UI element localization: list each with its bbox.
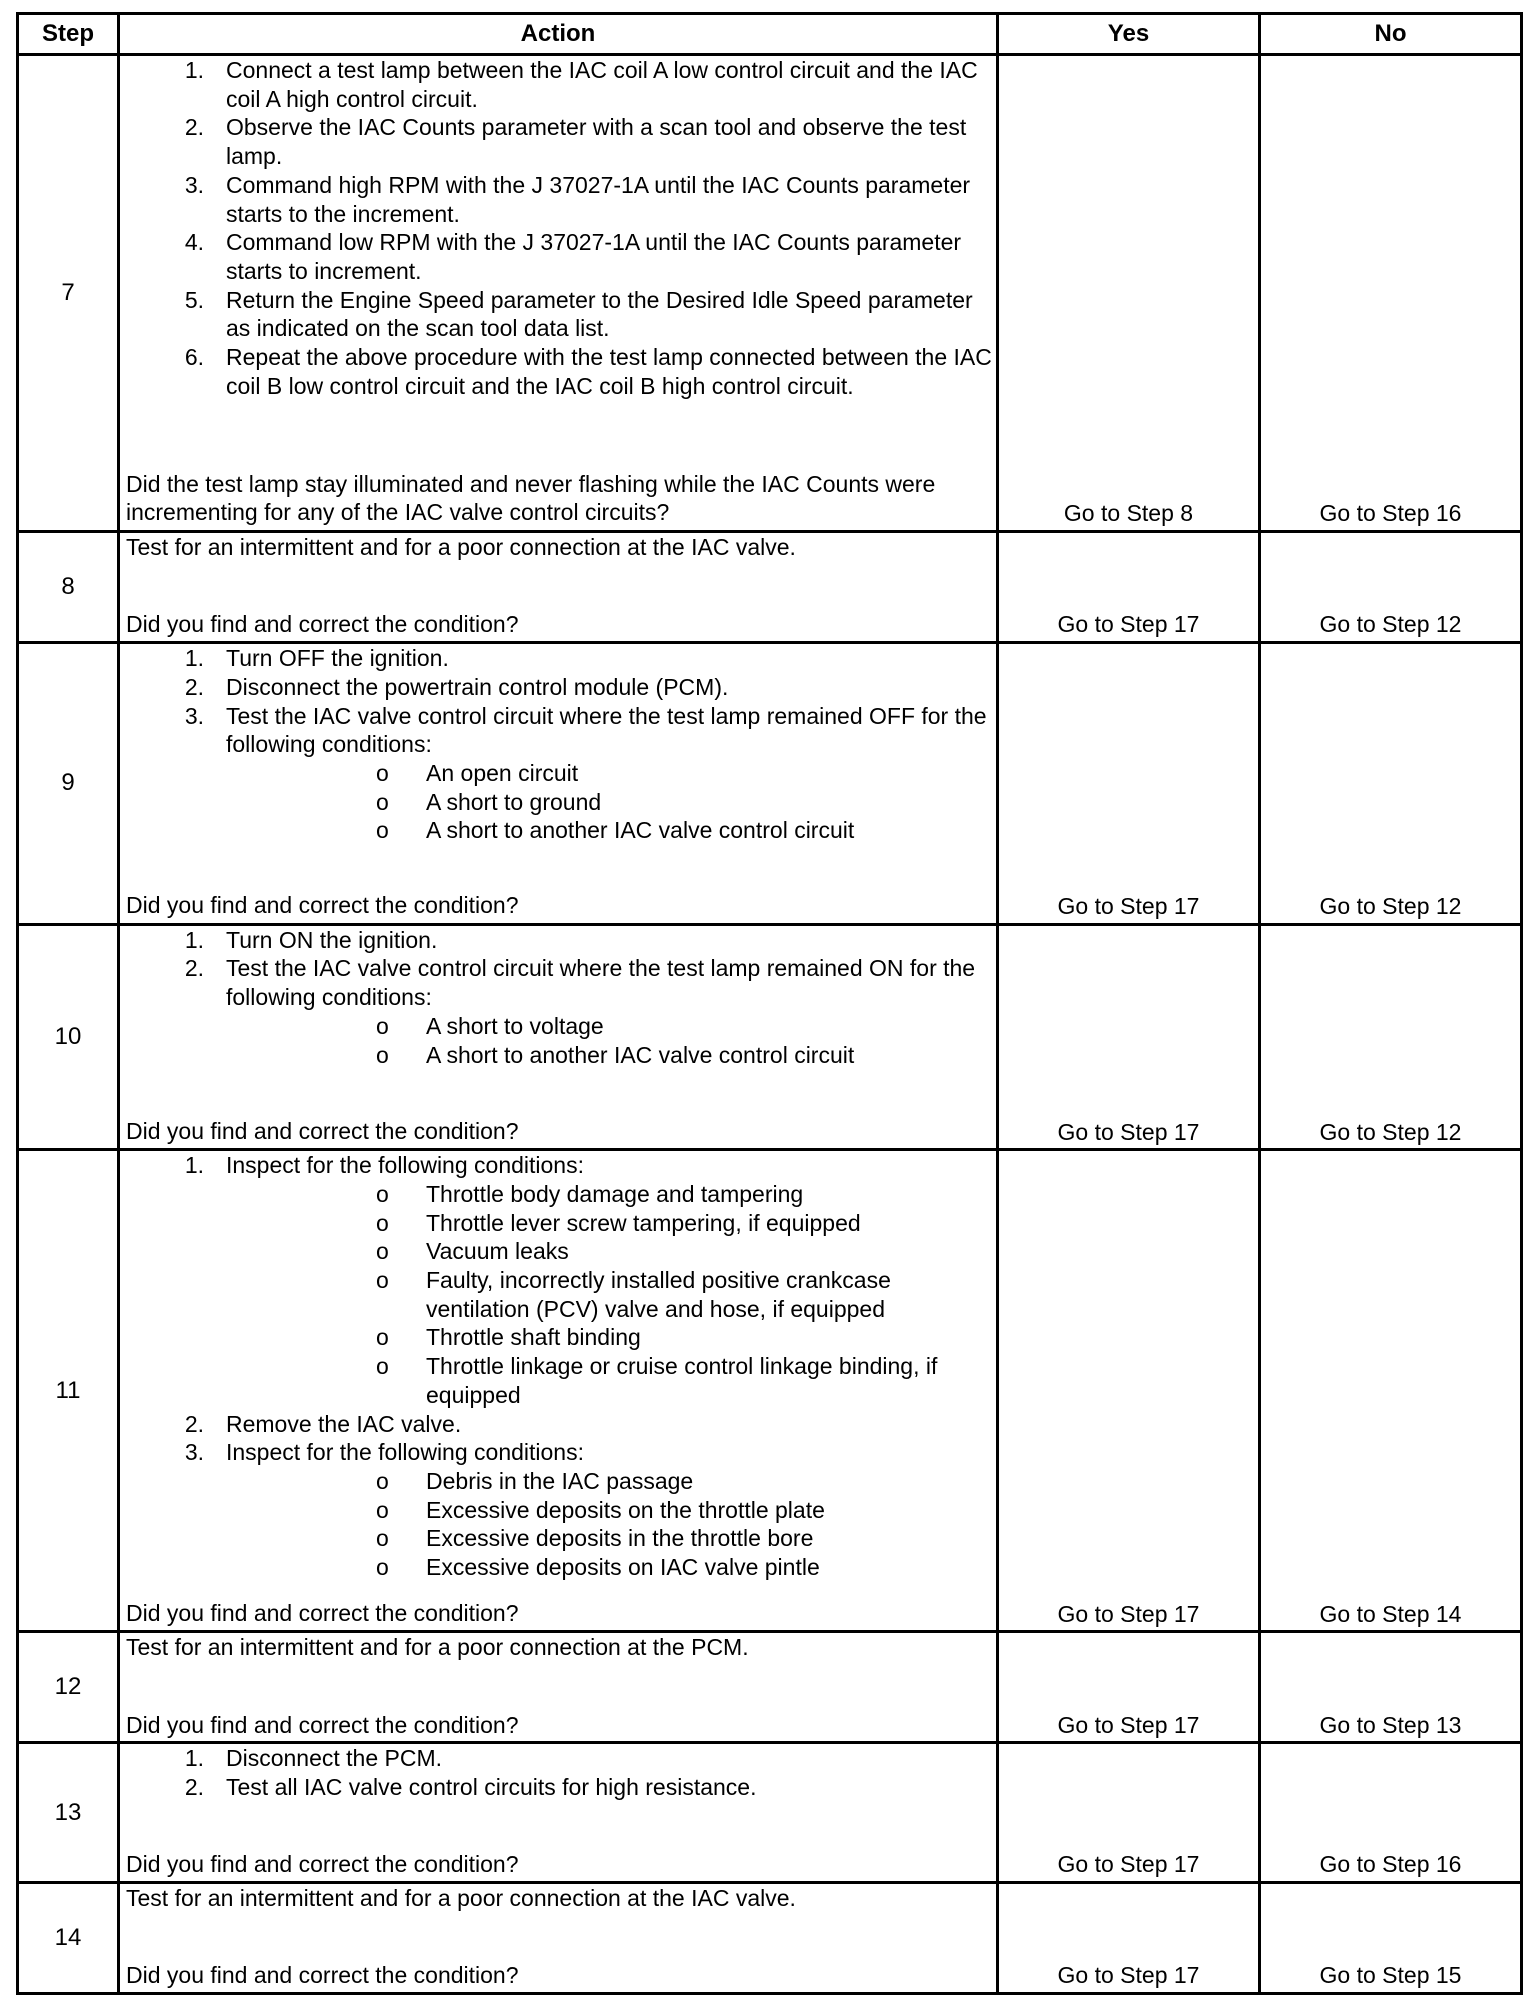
- procedure-item: [126, 1773, 992, 1802]
- condition-text: Excessive deposits on the throttle plate: [426, 1496, 825, 1523]
- bullet-icon: o: [376, 1267, 389, 1294]
- step-number: 12: [18, 1632, 119, 1743]
- procedure-item: [126, 56, 992, 113]
- no-result: Go to Step 12: [1260, 924, 1522, 1149]
- bullet-icon: o: [376, 817, 389, 844]
- procedure-text: Inspect for the following conditions:: [226, 1439, 584, 1466]
- action-body: [126, 56, 992, 400]
- procedure-text: Inspect for the following conditions:: [226, 1152, 584, 1179]
- no-result: Go to Step 14: [1260, 1150, 1522, 1632]
- step-number: 7: [18, 55, 119, 532]
- procedure-item: [126, 1151, 992, 1409]
- action-cell: [119, 924, 998, 1149]
- procedure-number: 2.: [184, 673, 204, 700]
- yes-result: Go to Step 17: [998, 1882, 1260, 1993]
- procedure-item: [126, 113, 992, 170]
- action-text: Test for an intermittent and for a poor connection at the PCM.: [126, 1634, 749, 1661]
- condition-item: [226, 1012, 992, 1041]
- action-body: [126, 1151, 992, 1582]
- condition-text: Throttle linkage or cruise control linkage binding, if equipped: [426, 1353, 938, 1408]
- bullet-icon: o: [376, 1467, 389, 1494]
- procedure-item: [126, 286, 992, 343]
- table-row: [18, 1743, 1522, 1882]
- yes-result: Go to Step 17: [998, 1150, 1260, 1632]
- condition-item: [226, 1237, 992, 1266]
- step-number: 14: [18, 1882, 119, 1993]
- step-number: 10: [18, 924, 119, 1149]
- procedure-number: 1.: [184, 926, 204, 953]
- table-row: [18, 1632, 1522, 1743]
- condition-text: Vacuum leaks: [426, 1238, 569, 1265]
- table-row: [18, 1882, 1522, 1993]
- condition-item: [226, 1323, 992, 1352]
- action-text: Test for an intermittent and for a poor connection at the IAC valve.: [126, 533, 796, 560]
- procedure-item: [126, 644, 992, 673]
- question-text: Did you find and correct the condition?: [126, 1962, 519, 1988]
- condition-item: [226, 1041, 992, 1070]
- no-result: Go to Step 16: [1260, 55, 1522, 532]
- procedure-text: Disconnect the powertrain control module (PCM).: [226, 673, 729, 700]
- condition-item: [226, 1524, 992, 1553]
- table-row: [18, 531, 1522, 642]
- table-row: [18, 643, 1522, 925]
- procedure-text: Disconnect the PCM.: [226, 1745, 443, 1772]
- procedure-item: [126, 228, 992, 285]
- yes-result: Go to Step 17: [998, 531, 1260, 642]
- no-result: Go to Step 15: [1260, 1882, 1522, 1993]
- procedure-text: Command high RPM with the J 37027-1A until the IAC Counts parameter starts to the increment.: [226, 171, 971, 227]
- table-row: [18, 1150, 1522, 1632]
- condition-text: A short to another IAC valve control circuit: [426, 817, 855, 844]
- procedure-number: 1.: [184, 1152, 204, 1179]
- bullet-icon: o: [376, 1041, 389, 1068]
- bullet-icon: o: [376, 1496, 389, 1523]
- procedure-number: 2.: [184, 1774, 204, 1801]
- procedure-text: Turn ON the ignition.: [226, 926, 438, 953]
- no-result: Go to Step 12: [1260, 531, 1522, 642]
- procedure-number: 2.: [184, 955, 204, 982]
- bullet-icon: o: [376, 1324, 389, 1351]
- procedure-text: Test the IAC valve control circuit where the test lamp remained ON for the following conditions:: [226, 955, 976, 1011]
- action-cell: [119, 531, 998, 642]
- no-result: Go to Step 12: [1260, 643, 1522, 925]
- header-row: [18, 14, 1522, 55]
- diagnostic-table: [16, 12, 1523, 1995]
- action-body: [126, 1633, 992, 1662]
- procedure-text: Test all IAC valve control circuits for high resistance.: [226, 1774, 757, 1801]
- header-yes: Yes: [998, 14, 1260, 55]
- procedure-text: Command low RPM with the J 37027-1A until the IAC Counts parameter starts to increment.: [226, 229, 962, 284]
- condition-item: [226, 759, 992, 788]
- header-no: No: [1260, 14, 1522, 55]
- condition-item: [226, 1467, 992, 1496]
- yes-result: Go to Step 17: [998, 1743, 1260, 1882]
- bullet-icon: o: [376, 1353, 389, 1380]
- procedure-number: 3.: [184, 702, 204, 729]
- bullet-icon: o: [376, 788, 389, 815]
- condition-text: A short to another IAC valve control circuit: [426, 1041, 855, 1068]
- action-cell: [119, 1632, 998, 1743]
- procedure-list: [126, 926, 992, 1070]
- procedure-text: Return the Engine Speed parameter to the Desired Idle Speed parameter as indicated on the scan tool data list.: [226, 286, 973, 342]
- procedure-number: 1.: [184, 1745, 204, 1772]
- procedure-number: 4.: [184, 229, 204, 256]
- bullet-icon: o: [376, 1238, 389, 1265]
- condition-item: [226, 1180, 992, 1209]
- procedure-number: 1.: [184, 57, 204, 83]
- action-body: [126, 1884, 992, 1913]
- no-result: Go to Step 13: [1260, 1632, 1522, 1743]
- step-number: 8: [18, 531, 119, 642]
- action-text: Test for an intermittent and for a poor connection at the IAC valve.: [126, 1884, 796, 1911]
- procedure-item: [126, 343, 992, 400]
- yes-result: Go to Step 17: [998, 643, 1260, 925]
- procedure-item: [126, 171, 992, 228]
- header-action: Action: [119, 14, 998, 55]
- condition-text: Debris in the IAC passage: [426, 1467, 694, 1494]
- condition-text: A short to ground: [426, 788, 602, 815]
- question-text: Did you find and correct the condition?: [126, 1118, 519, 1145]
- action-body: [126, 644, 992, 845]
- condition-text: Throttle body damage and tampering: [426, 1180, 804, 1207]
- table-row: [18, 55, 1522, 532]
- condition-list: [226, 1012, 992, 1069]
- procedure-text: Observe the IAC Counts parameter with a scan tool and observe the test lamp.: [226, 114, 967, 170]
- condition-text: Faulty, incorrectly installed positive crankcase ventilation (PCV) valve and hose, if equipped: [426, 1267, 891, 1322]
- procedure-list: [126, 1744, 992, 1801]
- question-text: Did you find and correct the condition?: [126, 611, 519, 638]
- procedure-list: [126, 56, 992, 400]
- action-body: [126, 926, 992, 1070]
- procedure-text: Turn OFF the ignition.: [226, 645, 449, 672]
- question-text: Did you find and correct the condition?: [126, 1599, 519, 1626]
- action-cell: [119, 1743, 998, 1882]
- action-cell: [119, 643, 998, 925]
- question-text: Did the test lamp stay illuminated and never flashing while the IAC Counts were incrementing for any of the IAC valve control circuits?: [126, 470, 936, 526]
- condition-text: Throttle shaft binding: [426, 1324, 641, 1351]
- condition-text: Excessive deposits in the throttle bore: [426, 1525, 814, 1552]
- condition-list: [226, 1180, 992, 1410]
- procedure-number: 3.: [184, 171, 204, 198]
- bullet-icon: o: [376, 1554, 389, 1581]
- bullet-icon: o: [376, 1180, 389, 1207]
- bullet-icon: o: [376, 760, 389, 786]
- action-cell: [119, 55, 998, 532]
- procedure-list: [126, 644, 992, 845]
- procedure-number: 6.: [184, 344, 204, 371]
- bullet-icon: o: [376, 1012, 389, 1039]
- condition-text: A short to voltage: [426, 1012, 604, 1039]
- procedure-text: Test the IAC valve control circuit where the test lamp remained OFF for the following conditions:: [226, 702, 987, 758]
- condition-item: [226, 816, 992, 845]
- procedure-item: [126, 702, 992, 846]
- condition-item: [226, 1553, 992, 1582]
- procedure-text: Repeat the above procedure with the test lamp connected between the IAC coil B low control circuit and the IAC coil B high control circuit.: [226, 344, 992, 399]
- action-cell: [119, 1882, 998, 1993]
- step-number: 11: [18, 1150, 119, 1632]
- yes-result: Go to Step 17: [998, 1632, 1260, 1743]
- condition-item: [226, 1496, 992, 1525]
- condition-item: [226, 1209, 992, 1238]
- condition-list: [226, 1467, 992, 1582]
- procedure-item: [126, 673, 992, 702]
- procedure-item: [126, 926, 992, 955]
- procedure-number: 5.: [184, 286, 204, 313]
- condition-text: Excessive deposits on IAC valve pintle: [426, 1554, 820, 1581]
- action-body: [126, 1744, 992, 1801]
- procedure-list: [126, 1151, 992, 1582]
- no-result: Go to Step 16: [1260, 1743, 1522, 1882]
- procedure-number: 1.: [184, 645, 204, 672]
- condition-list: [226, 759, 992, 845]
- step-number: 9: [18, 643, 119, 925]
- procedure-item: [126, 1438, 992, 1582]
- action-body: [126, 533, 992, 562]
- procedure-item: [126, 954, 992, 1069]
- procedure-item: [126, 1744, 992, 1773]
- header-step: Step: [18, 14, 119, 55]
- condition-text: An open circuit: [426, 760, 579, 786]
- procedure-number: 2.: [184, 114, 204, 141]
- step-number: 13: [18, 1743, 119, 1882]
- question-text: Did you find and correct the condition?: [126, 1850, 519, 1877]
- procedure-text: Connect a test lamp between the IAC coil A low control circuit and the IAC coil A high control circuit.: [226, 57, 978, 112]
- condition-item: [226, 1266, 992, 1323]
- procedure-number: 3.: [184, 1439, 204, 1466]
- bullet-icon: o: [376, 1209, 389, 1236]
- yes-result: Go to Step 17: [998, 924, 1260, 1149]
- action-cell: [119, 1150, 998, 1632]
- question-text: Did you find and correct the condition?: [126, 1711, 519, 1738]
- condition-text: Throttle lever screw tampering, if equipped: [426, 1209, 861, 1236]
- bullet-icon: o: [376, 1525, 389, 1552]
- yes-result: Go to Step 8: [998, 55, 1260, 532]
- condition-item: [226, 788, 992, 817]
- condition-item: [226, 1352, 992, 1409]
- procedure-number: 2.: [184, 1410, 204, 1437]
- table-row: [18, 924, 1522, 1149]
- question-text: Did you find and correct the condition?: [126, 892, 519, 919]
- procedure-item: [126, 1410, 992, 1439]
- procedure-text: Remove the IAC valve.: [226, 1410, 462, 1437]
